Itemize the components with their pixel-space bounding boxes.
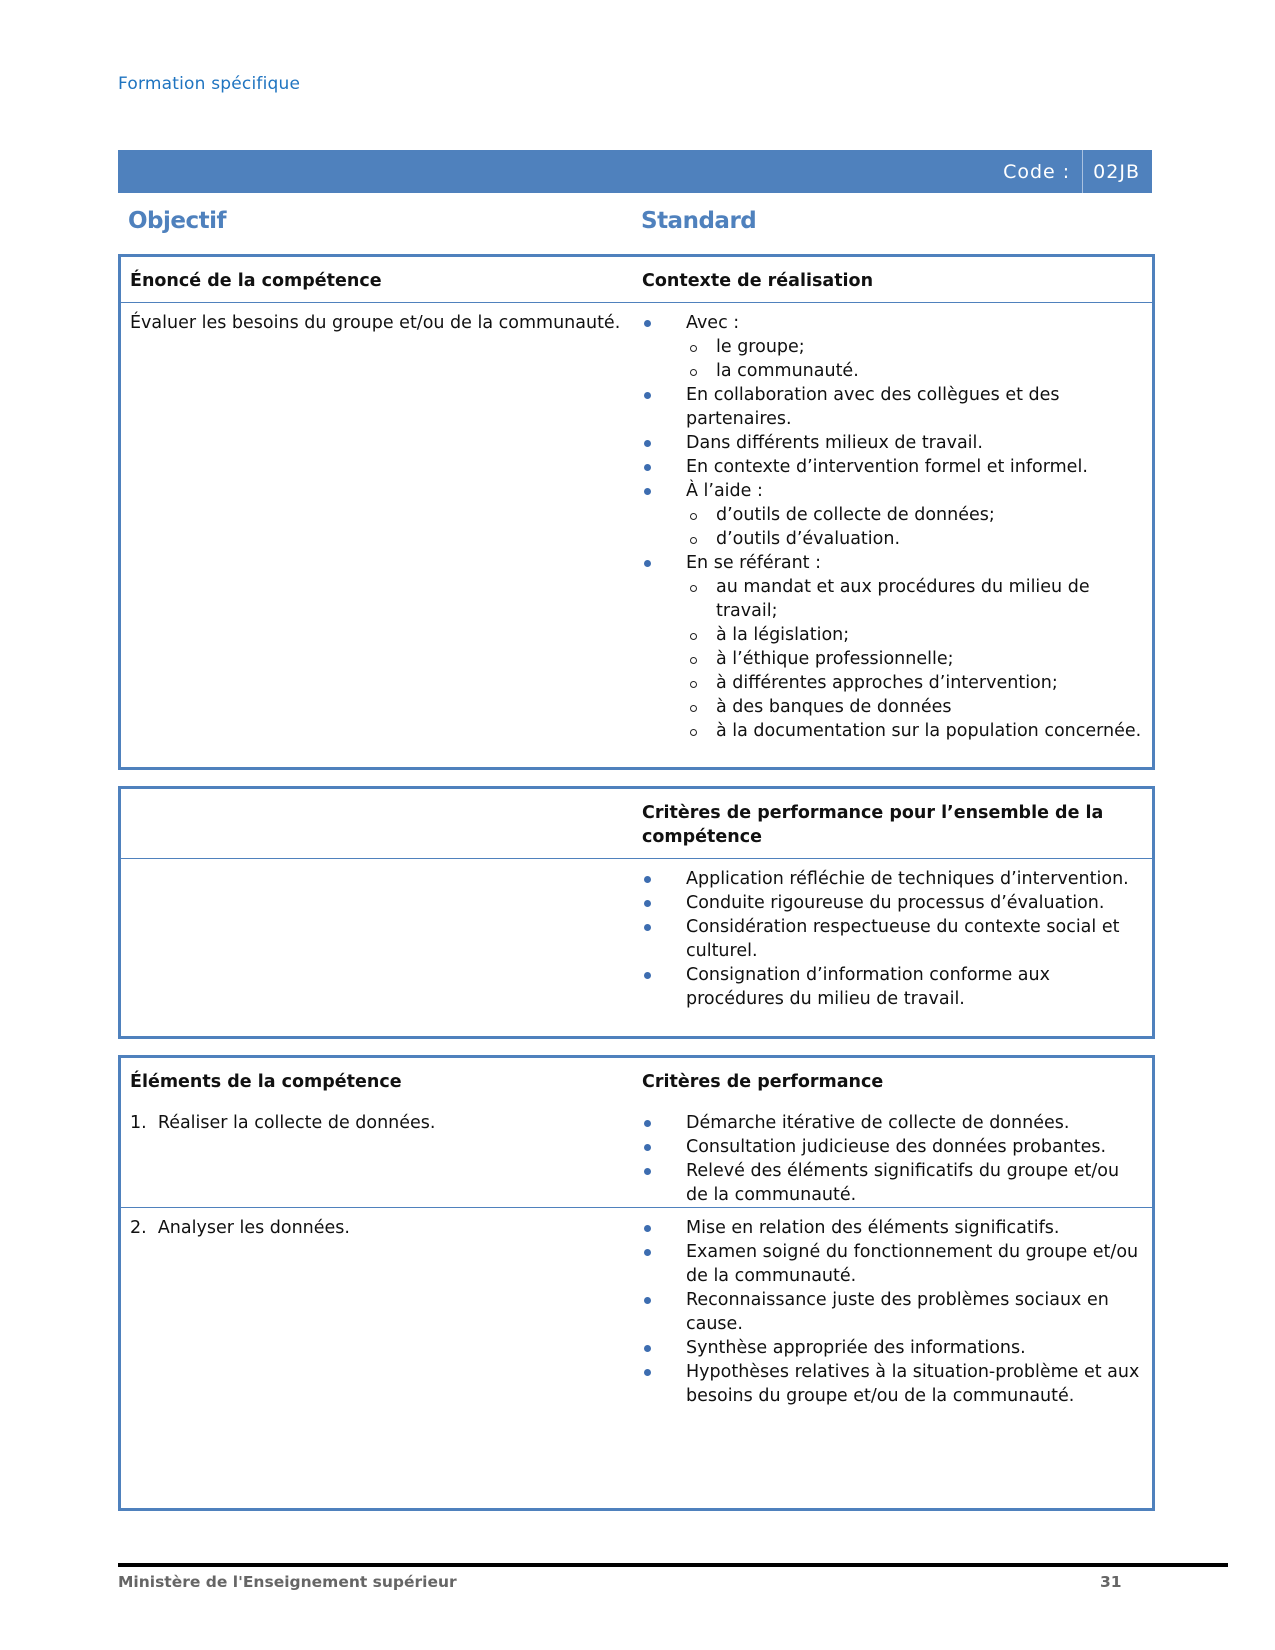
code-header-bar (118, 150, 1155, 193)
overall-criteria-table (118, 786, 1155, 1039)
competency-statement: Évaluer les besoins du groupe et/ou de la communauté. (130, 313, 621, 333)
code-value: 02JB (1082, 150, 1155, 193)
list-item-text: En se référant : (686, 553, 821, 573)
page-number: 31 (1100, 1573, 1122, 1591)
elements-rows (121, 1103, 1152, 1498)
elements-table (118, 1055, 1155, 1511)
criterion-item: Synthèse appropriée des informations. (642, 1336, 1142, 1360)
performance-criteria-cell (633, 1103, 1152, 1207)
sub-list-item: d’outils d’évaluation. (686, 527, 1142, 551)
competency-element: 1. Réaliser la collecte de données. (130, 1113, 436, 1133)
criterion-item: Relevé des éléments significatifs du groupe et/ou de la communauté. (642, 1159, 1142, 1207)
list-item (642, 383, 1142, 431)
elements-header: Éléments de la compétence (130, 1072, 402, 1092)
sub-list-item: au mandat et aux procédures du milieu de travail; (686, 575, 1142, 623)
table-row (121, 1103, 1152, 1207)
table-header-row (121, 789, 1152, 858)
performance-criteria-header: Critères de performance (642, 1072, 884, 1092)
sub-list-item: à différentes approches d’intervention; (686, 671, 1142, 695)
criterion-item: Démarche itérative de collecte de données. (642, 1111, 1142, 1135)
sub-list (686, 575, 1142, 743)
context-list (642, 311, 1142, 743)
context-list-cell (633, 303, 1152, 763)
table-row (121, 1207, 1152, 1498)
sub-list-item: d’outils de collecte de données; (686, 503, 1142, 527)
code-label: Code : (1003, 160, 1071, 183)
table-row (121, 858, 1152, 1037)
list-item-text: Dans différents milieux de travail. (686, 433, 983, 453)
empty-header-cell (121, 789, 633, 858)
list-item-text: À l’aide : (686, 481, 763, 501)
sub-list-item: à la législation; (686, 623, 1142, 647)
sub-list-item: à la documentation sur la population concernée. (686, 719, 1142, 743)
competency-statement-table (118, 254, 1155, 770)
sub-list (686, 335, 1142, 383)
sub-list-item: à l’éthique professionnelle; (686, 647, 1142, 671)
criterion-item: Consignation d’information conforme aux procédures du milieu de travail. (642, 963, 1142, 1011)
table-row (121, 302, 1152, 763)
list-item (642, 431, 1142, 455)
performance-criteria-list (642, 1111, 1142, 1207)
objective-title: Objectif (128, 208, 227, 234)
criterion-item: Hypothèses relatives à la situation-problème et aux besoins du groupe et/ou de la communauté. (642, 1360, 1142, 1408)
criterion-item: Reconnaissance juste des problèmes sociaux en cause. (642, 1288, 1142, 1336)
standard-title: Standard (641, 208, 757, 234)
sub-list-item: à des banques de données (686, 695, 1142, 719)
criterion-item: Consultation judicieuse des données probantes. (642, 1135, 1142, 1159)
list-item-text: En collaboration avec des collègues et des partenaires. (686, 385, 1060, 429)
section-label: Formation spécifique (118, 74, 301, 94)
list-item (642, 455, 1142, 479)
empty-cell (121, 859, 633, 1037)
criterion-item: Application réfléchie de techniques d’intervention. (642, 867, 1142, 891)
context-header: Contexte de réalisation (642, 271, 874, 291)
criterion-item: Considération respectueuse du contexte social et culturel. (642, 915, 1142, 963)
list-item (642, 551, 1142, 743)
performance-criteria-list (642, 1216, 1142, 1408)
list-item (642, 479, 1142, 551)
table-header-row (121, 257, 1152, 302)
list-item-text: Avec : (686, 313, 740, 333)
sub-list (686, 503, 1142, 551)
footer-divider (118, 1563, 1228, 1567)
sub-list-item: le groupe; (686, 335, 1142, 359)
list-item-text: En contexte d’intervention formel et informel. (686, 457, 1088, 477)
criterion-item: Conduite rigoureuse du processus d’évaluation. (642, 891, 1142, 915)
table-header-row (121, 1058, 1152, 1103)
criterion-item: Mise en relation des éléments significatifs. (642, 1216, 1142, 1240)
footer-publisher: Ministère de l'Enseignement supérieur (118, 1573, 457, 1591)
statement-header: Énoncé de la compétence (130, 271, 382, 291)
overall-criteria-cell (633, 859, 1152, 1037)
criterion-item: Examen soigné du fonctionnement du groupe et/ou de la communauté. (642, 1240, 1142, 1288)
sub-list-item: la communauté. (686, 359, 1142, 383)
competency-element: 2. Analyser les données. (130, 1218, 350, 1238)
list-item (642, 311, 1142, 383)
overall-criteria-list (642, 867, 1142, 1011)
overall-criteria-header: Critères de performance pour l’ensemble de la compétence (642, 803, 1104, 847)
performance-criteria-cell (633, 1208, 1152, 1498)
